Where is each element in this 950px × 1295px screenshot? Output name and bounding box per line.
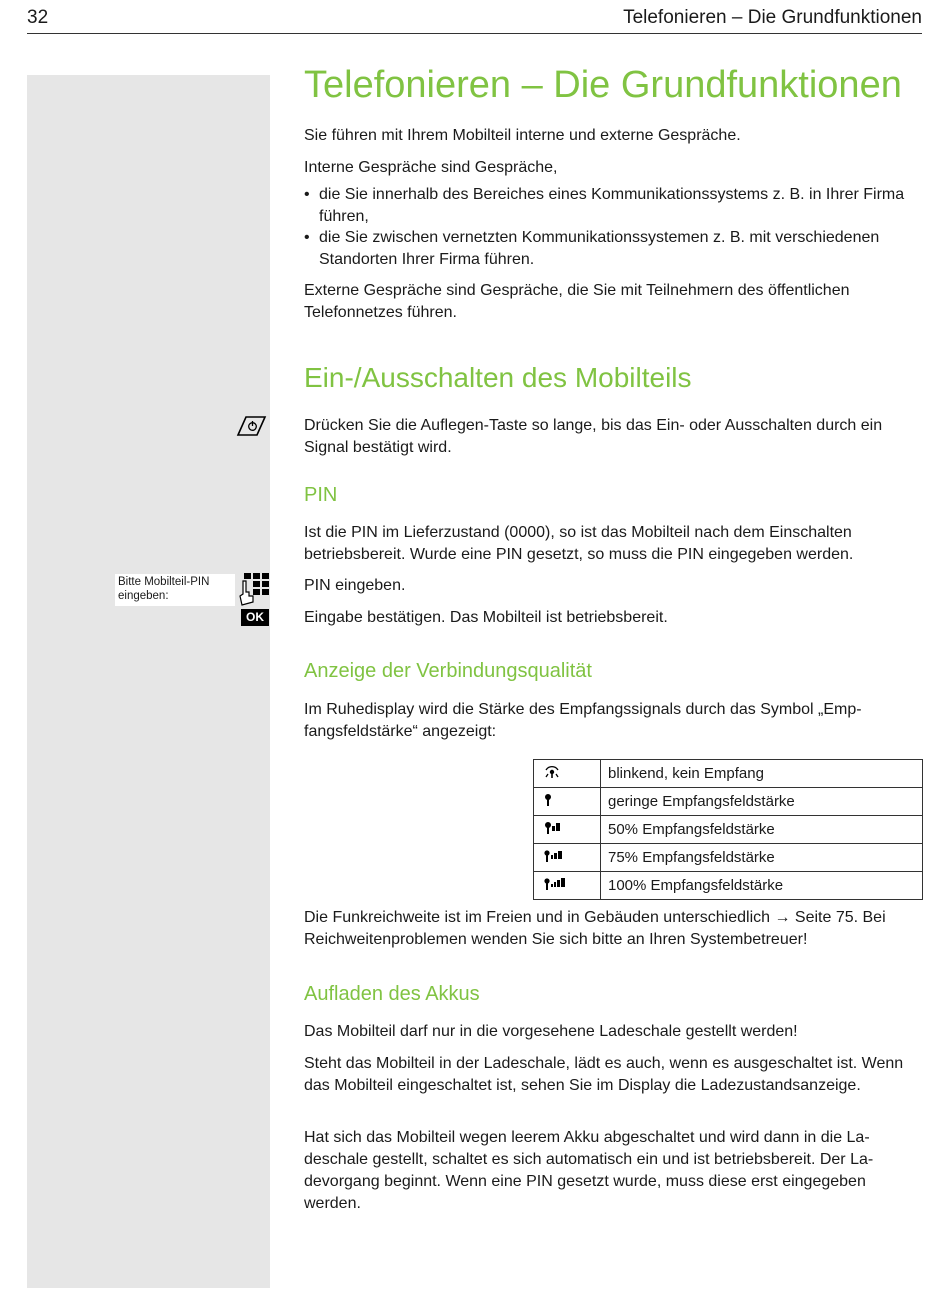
section-heading-onoff: Ein-/Ausschalten des Mobilteils [304, 362, 692, 393]
table-cell: 75% Empfangsfeldstärke [601, 844, 923, 872]
table-row [534, 816, 923, 844]
pin-step-2: Eingabe bestätigen. Das Mobilteil ist betriebsbereit. [304, 609, 668, 626]
page-title: Telefonieren – Die Grundfunktionen [304, 64, 902, 106]
ok-key: OK [241, 609, 269, 626]
bullet-text: die Sie innerhalb des Bereiches eines Kommunikationssystems z. B. in Ihrer Firma führen, [319, 186, 905, 225]
signal-50-icon [544, 822, 562, 839]
charge-paragraph-1: Das Mobilteil darf nur in die vorgesehene Ladeschale gestellt werden! [304, 1023, 798, 1040]
intro-paragraph-1: Sie führen mit Ihrem Mobilteil interne und externe Gespräche. [304, 127, 741, 144]
charge-paragraph-2: Steht das Mobilteil in der Ladeschale, lädt es auch, wenn es ausgeschaltet ist. Wenn das Mobilteil eingeschaltet ist, sehen Sie im Display die Ladezustandsanzeige. [304, 1055, 904, 1094]
intro-paragraph-2: Interne Gespräche sind Gespräche, [304, 159, 558, 176]
quality-text: Im Ruhedisplay wird die Stärke des Empfangssignals durch das Symbol „Empfangsfeldstärke“ angezeigt: [304, 701, 862, 740]
signal-blinking-icon [544, 766, 560, 783]
end-call-key-icon [235, 415, 267, 442]
intro-paragraph-3: Externe Gespräche sind Gespräche, die Sie mit Teilnehmern des öffentlichen Telefonnetzes führen. [304, 282, 850, 321]
signal-low-icon [544, 794, 560, 811]
bullet-mark: • [304, 229, 310, 246]
range-text: Die Funkreichweite ist im Freien und in Gebäuden unterschiedlich → Seite 75. Bei Reichweitenproblemen wenden Sie sich bitte an Ihren Systembetreuer! [304, 909, 886, 948]
bullet-item [304, 184, 922, 228]
display-prompt: Bitte Mobilteil-PIN eingeben: [115, 574, 235, 606]
table-row [534, 872, 923, 900]
table-cell: blinkend, kein Empfang [601, 760, 923, 788]
pin-text: Ist die PIN im Lieferzustand (0000), so ist das Mobilteil nach dem Einschalten betriebsbereit. Wurde eine PIN gesetzt, so muss die PIN eingegeben werden. [304, 524, 854, 563]
bullet-text: die Sie zwischen vernetzten Kommunikationssystemen z. B. mit verschiedenen Standorten Ihrer Firma führen. [319, 229, 880, 268]
table-row [534, 844, 923, 872]
charge-paragraph-3: Hat sich das Mobilteil wegen leerem Akku abgeschaltet und wird dann in die Ladeschale gestellt, schaltet es sich automatisch ein und ist betriebsbereit. Der Ladevorgang beginnt. Wenn eine PIN gesetzt wurde, muss diese erst eingegeben werden. [304, 1129, 874, 1212]
signal-100-icon [544, 878, 568, 895]
sidebar [27, 75, 270, 1288]
bullet-item [304, 227, 922, 271]
keypad-icon [238, 572, 270, 611]
table-cell: 100% Empfangsfeldstärke [601, 872, 923, 900]
table-cell: 50% Empfangsfeldstärke [601, 816, 923, 844]
running-title: Telefonieren – Die Grundfunktionen [623, 7, 922, 28]
bullet-mark: • [304, 186, 310, 203]
signal-strength-table [533, 759, 923, 900]
table-cell: geringe Empfangsfeldstärke [601, 788, 923, 816]
header-rule [27, 33, 922, 34]
section-heading-pin: PIN [304, 484, 338, 506]
table-row [534, 788, 923, 816]
page-number: 32 [27, 7, 49, 28]
section-heading-quality: Anzeige der Verbindungsqualität [304, 660, 592, 682]
onoff-text: Drücken Sie die Auflegen-Taste so lange, bis das Ein- oder Ausschalten durch ein Signal bestätigt wird. [304, 417, 883, 456]
pin-step-1: PIN eingeben. [304, 577, 406, 594]
signal-75-icon [544, 850, 564, 867]
table-row [534, 760, 923, 788]
section-heading-charge: Aufladen des Akkus [304, 983, 480, 1005]
